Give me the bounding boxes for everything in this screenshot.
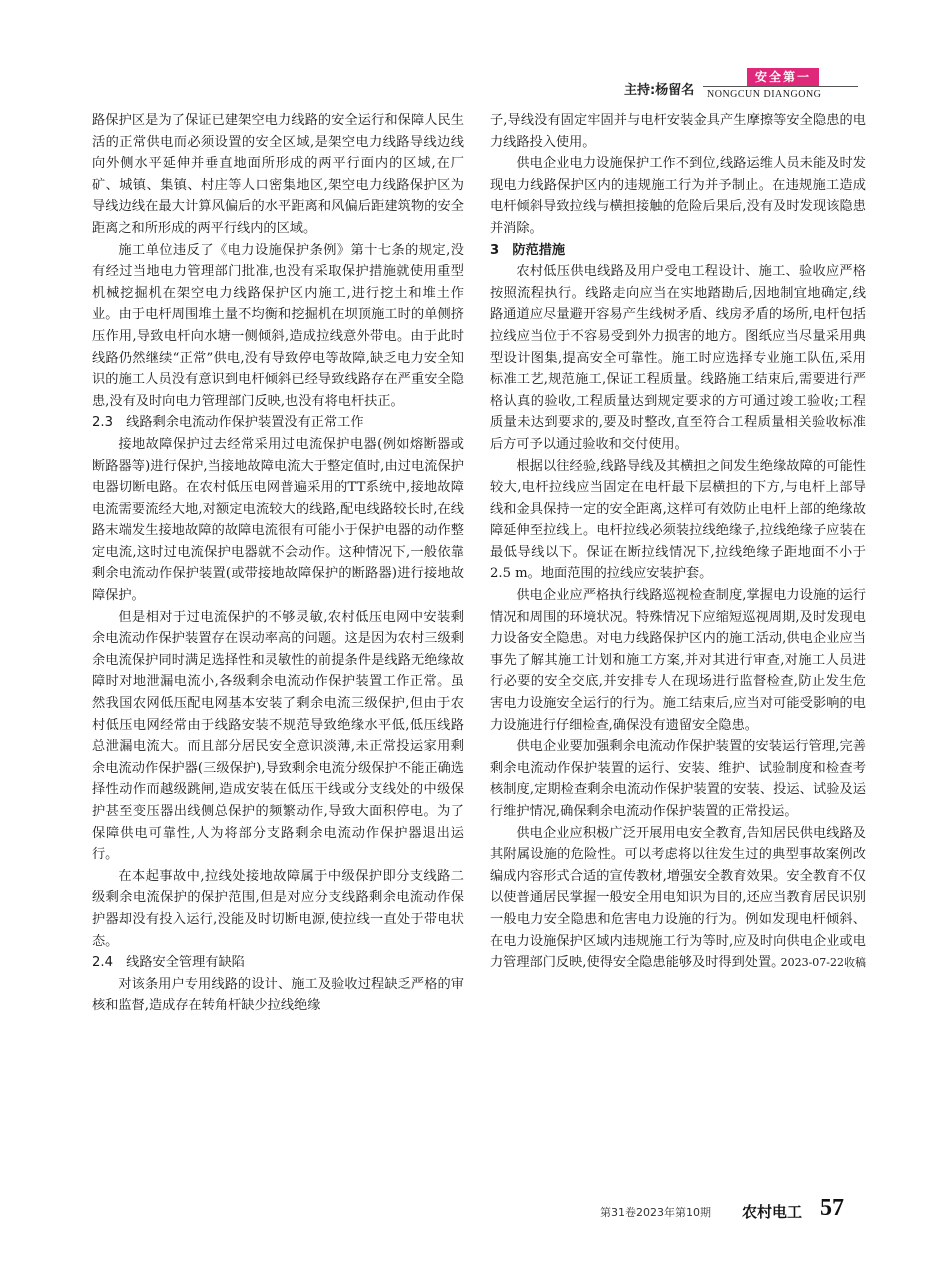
paragraph: 接地故障保护过去经常采用过电流保护电器(例如熔断器或断路器等)进行保护,当接地故障电流大于整定值时,由过电流保护电器切断电路。在农村低压电网普遍采用的TT系统中,接地故障电流需要流经大地,对额定电流较大的线路,配电线路较长时,在线路末端发生接地故障的故障电流很有可能小于保护电器的动作整定电流,这时过电流保护电器就不会动作。这种情况下,一般依靠剩余电流动作保护装置(或带接地故障保护的断路器)进行接地故障保护。 [92, 436, 464, 604]
volume-issue: 第31卷2023年第10期 [600, 1206, 711, 1219]
paragraph: 对该条用户专用线路的设计、施工及验收过程缺乏严格的审核和监督,造成存在转角杆缺少拉线绝缘 [92, 976, 464, 1014]
paragraph: 供电企业电力设施保护工作不到位,线路运维人员未能及时发现电力线路保护区内的违规施工行为并予制止。在违规施工造成电杆倾斜导致拉线与横担接触的危险后果后,没有及时发现该隐患并消除。 [490, 156, 866, 236]
paragraph: 路保护区是为了保证已建架空电力线路的安全运行和保障人民生活的正常供电而必须设置的安全区域,是架空电力线路导线边线向外侧水平延伸并垂直地面所形成的两平行面内的区域,在厂矿、城镇、集镇、村庄等人口密集地区,架空电力线路保护区为导线边线在最大计算风偏后的水平距离和风偏后距建筑物的安全距离之和所形成的两平行线内的区域。 [92, 113, 464, 236]
journal-pinyin: NONGCUN DIANGONG [707, 89, 822, 100]
page-header [0, 0, 950, 110]
page-footer [600, 1195, 860, 1222]
paragraph: 供电企业应积极广泛开展用电安全教育,告知居民供电线路及其附属设施的危险性。可以考虑将以往发生过的典型事故案例改编成内容形式合适的宣传教材,增强安全教育效果。安全教育不仅以使普通居民掌握一般安全用电知识为目的,还应当教育居民识别一般电力安全隐患和危害电力设施的行为。例如发现电杆倾斜、在电力设施保护区域内违规施工行为等时,应及时向供电企业或电力管理部门反映,使得安全隐患能够及时得到处置。 [490, 825, 866, 971]
paragraph: 在本起事故中,拉线处接地故障属于中级保护即分支线路二级剩余电流保护的保护范围,但是对应分支线路剩余电流动作保护器却没有投入运行,没能及时切断电源,使拉线一直处于带电状态。 [92, 868, 464, 949]
paragraph: 但是相对于过电流保护的不够灵敏,农村低压电网中安装剩余电流动作保护装置存在误动率高的问题。这是因为农村三级剩余电流保护同时满足选择性和灵敏性的前提条件是线路无绝缘故障时对地泄漏电流小,各级剩余电流动作保护装置工作正常。虽然我国农网低压配电网基本安装了剩余电流三级保护,但由于农村低压电网经常由于线路安装不规范导致绝缘水平低,低压线路总泄漏电流大。而且部分居民安全意识淡薄,未正常投运家用剩余电流动作保护器(三级保护),导致剩余电流分级保护不能正确选择性动作而越级跳闸,造成安装在低压干线或分支线处的中级保护甚至变压器出线侧总保护的频繁动作,导致大面积停电。为了保障供电可靠性,人为将部分支路剩余电流动作保护器退出运行。 [92, 609, 464, 863]
section-heading-2-4: 2.4 线路安全管理有缺陷 [92, 955, 245, 971]
left-column [92, 110, 464, 1017]
page-number: 57 [820, 1195, 844, 1221]
section-badge: 安全第一 [747, 68, 819, 86]
section-heading-2-3: 2.3 线路剩余电流动作保护装置没有正常工作 [92, 415, 364, 431]
column-host: 主持:杨留名 [624, 83, 695, 98]
paragraph: 施工单位违反了《电力设施保护条例》第十七条的规定,没有经过当地电力管理部门批准,也没有采取保护措施就使用重型机械挖掘机在架空电力线路保护区内施工,进行挖土和堆土作业。由于电杆周围堆土量不均衡和挖掘机在坝顶施工时的单侧挤压作用,导致电杆向水塘一侧倾斜,造成拉线意外带电。由于此时线路仍然继续“正常”供电,没有导致停电等故障,缺乏电力安全知识的施工人员没有意识到电杆倾斜已经导致线路存在严重安全隐患,没有及时向电力管理部门反映,也没有将电杆扶正。 [92, 242, 464, 409]
journal-name: 农村电工 [742, 1203, 803, 1221]
paragraph: 子,导线没有固定牢固并与电杆安装金具产生摩擦等安全隐患的电力线路投入使用。 [490, 113, 866, 150]
paragraph: 农村低压供电线路及用户受电工程设计、施工、验收应严格按照流程执行。线路走向应当在实地踏勘后,因地制宜地确定,线路通道应尽量避开容易产生线树矛盾、线房矛盾的场所,电杆包括拉线应当位于不容易受到外力损害的地方。图纸应当尽量采用典型设计图集,提高安全可靠性。施工时应选择专业施工队伍,采用标准工艺,规范施工,保证工程质量。线路施工结束后,需要进行严格认真的验收,工程质量达到规定要求的方可通过竣工验收;工程质量未达到要求的,要及时整改,直至符合工程质量相关验收标准后方可予以通过验收和交付使用。 [490, 264, 866, 452]
paragraph: 供电企业要加强剩余电流动作保护装置的安装运行管理,完善剩余电流动作保护装置的运行、安装、维护、试验制度和检查考核制度,定期检查剩余电流动作保护装置的安装、投运、试验及运行维护情况,确保剩余电流动作保护装置的正常投运。 [490, 739, 866, 819]
paragraph: 供电企业应严格执行线路巡视检查制度,掌握电力设施的运行情况和周围的环境状况。特殊情况下应缩短巡视周期,及时发现电力设备安全隐患。对电力线路保护区内的施工活动,供电企业应当事先了解其施工计划和施工方案,并对其进行审查,对施工人员进行必要的安全交底,并安排专人在现场进行监督检查,防止发生危害电力设施安全运行的行为。施工结束后,应当对可能受影响的电力设施进行仔细检查,确保没有遗留安全隐患。 [490, 588, 866, 733]
section-heading-3: 3 防范措施 [490, 242, 566, 258]
header-rule [703, 86, 858, 87]
right-column [490, 110, 866, 974]
paragraph: 根据以往经验,线路导线及其横担之间发生绝缘故障的可能性较大,电杆拉线应当固定在电杆最下层横担的下方,与电杆上部导线和金具保持一定的安全距离,这样可有效防止电杆上部的绝缘故障延伸至拉线上。电杆拉线必须装拉线绝缘子,拉线绝缘子应装在最低导线以下。保证在断拉线情况下,拉线绝缘子距地面不小于2.5 m。地面范围的拉线应安装护套。 [490, 458, 866, 582]
received-date: 2023-07-22收稿 [780, 956, 866, 970]
